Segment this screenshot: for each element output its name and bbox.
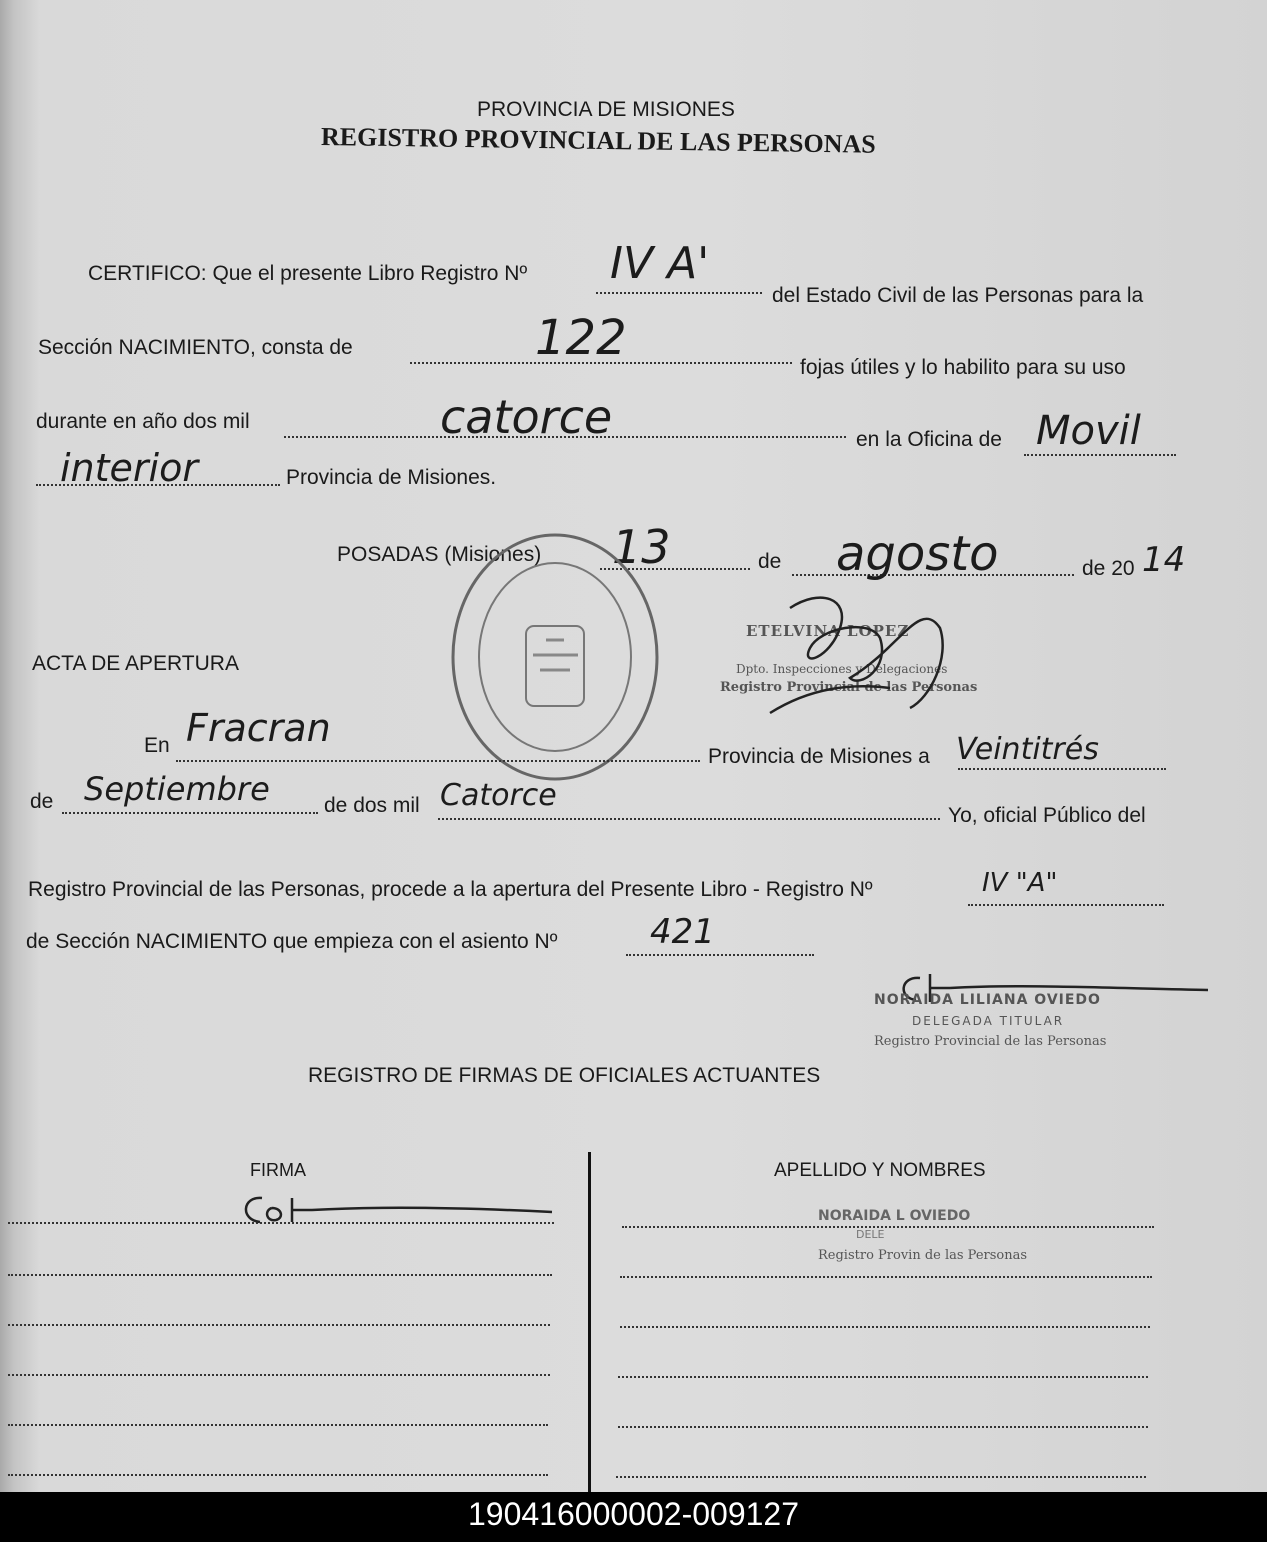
column-divider bbox=[588, 1152, 591, 1492]
hw-apertura-year: Catorce bbox=[440, 778, 557, 813]
stamp-delegate-org: Registro Provincial de las Personas bbox=[874, 1034, 1107, 1049]
hw-office-1: Movil bbox=[1036, 408, 1141, 454]
apertura-line2-c: Yo, oficial Público del bbox=[948, 804, 1146, 827]
apertura-line4: de Sección NACIMIENTO que empieza con el asiento Nº bbox=[26, 930, 558, 953]
hw-apertura-day: Veintitrés bbox=[956, 732, 1099, 767]
registry-heading: REGISTRO PROVINCIAL DE LAS PERSONAS bbox=[320, 122, 876, 159]
hw-page-count: 122 bbox=[535, 310, 627, 366]
date-city: POSADAS (Misiones) bbox=[337, 543, 542, 566]
hw-office-2: interior bbox=[60, 446, 198, 490]
apertura-de-dos-mil: de dos mil bbox=[324, 794, 420, 817]
official-signature bbox=[760, 588, 960, 728]
hw-apertura-book: IV "A" bbox=[982, 868, 1058, 898]
register-stamp-org: Registro Provin de las Personas bbox=[818, 1248, 1028, 1263]
hw-book-number: IV A' bbox=[610, 238, 710, 289]
register-signature bbox=[232, 1190, 562, 1230]
apertura-de: de bbox=[30, 790, 54, 813]
register-stamp-name: NORAIDA L OVIEDO bbox=[818, 1208, 971, 1224]
hw-year-short: 14 bbox=[1142, 540, 1186, 580]
apertura-title: ACTA DE APERTURA bbox=[32, 652, 239, 675]
cert-line4-b: Provincia de Misiones. bbox=[286, 466, 497, 489]
register-stamp-title: DELE bbox=[856, 1228, 885, 1241]
document-id: 190416000002-009127 bbox=[468, 1496, 799, 1532]
col-names-header: APELLIDO Y NOMBRES bbox=[774, 1160, 986, 1181]
cert-line1-a: CERTIFICO: Que el presente Libro Registro Nº bbox=[88, 262, 528, 285]
date-de: de bbox=[758, 550, 782, 573]
col-firma-header: FIRMA bbox=[250, 1160, 306, 1180]
cert-line1-b: del Estado Civil de las Personas para la bbox=[772, 284, 1144, 307]
stamp-official-title: Dpto. Inspecciones y Delegaciones bbox=[736, 662, 948, 676]
cert-line2-b: fojas útiles y lo habilito para su uso bbox=[800, 356, 1126, 379]
oval-seal bbox=[448, 530, 663, 785]
apertura-line3: Registro Provincial de las Personas, procede a la apertura del Presente Libro - Registro Nº bbox=[28, 878, 873, 901]
stamp-delegate-name: NORAIDA LILIANA OVIEDO bbox=[874, 992, 1101, 1008]
hw-entry-number: 421 bbox=[650, 912, 715, 952]
signatures-title: REGISTRO DE FIRMAS DE OFICIALES ACTUANTES bbox=[308, 1064, 821, 1087]
cert-line3-a: durante en año dos mil bbox=[36, 410, 250, 433]
hw-day: 13 bbox=[612, 520, 671, 574]
stamp-delegate-title: DELEGADA TITULAR bbox=[912, 1014, 1065, 1028]
hw-year-words: catorce bbox=[440, 390, 613, 444]
cert-line2-a: Sección NACIMIENTO, consta de bbox=[38, 336, 353, 359]
cert-line3-b: en la Oficina de bbox=[856, 428, 1002, 451]
scan-footer bbox=[0, 1492, 1267, 1542]
stamp-official-org: Registro Provincial de las Personas bbox=[720, 680, 978, 695]
apertura-line1-b: Provincia de Misiones a bbox=[708, 745, 930, 768]
province-heading: PROVINCIA DE MISIONES bbox=[477, 98, 735, 121]
apertura-en: En bbox=[144, 734, 170, 757]
hw-place: Fracran bbox=[186, 706, 331, 750]
date-year-prefix: de 20 bbox=[1082, 557, 1135, 580]
stamp-official-name: ETELVINA LOPEZ bbox=[746, 622, 910, 640]
hw-apertura-month: Septiembre bbox=[84, 770, 270, 808]
hw-month: agosto bbox=[836, 526, 999, 582]
